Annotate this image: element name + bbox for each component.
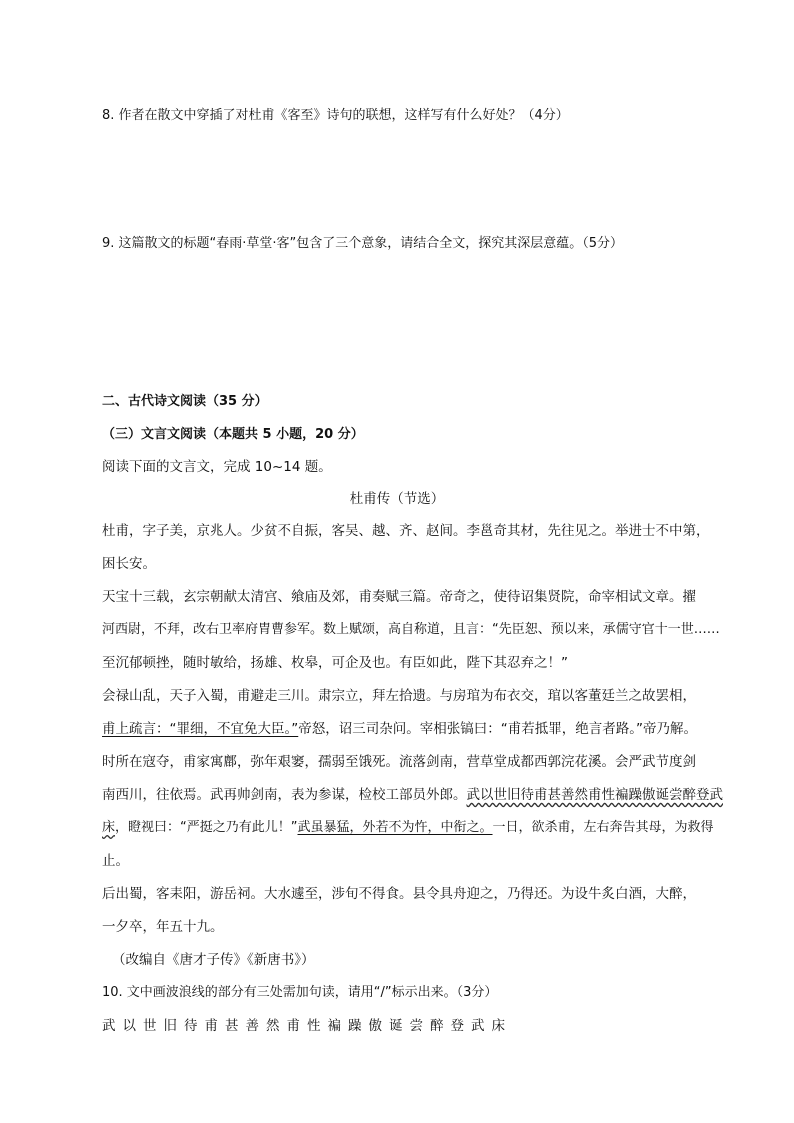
passage-p3-line2 — [102, 717, 697, 737]
passage-p4-line3 — [102, 816, 714, 835]
passage-p2-line2: 河西尉，不拜，改右卫率府胄曹参军。数上赋颂，高自称道，且言：“先臣恕、预以来，承儒守官十一世…… — [102, 622, 720, 637]
section-heading: 二、古代诗文阅读（35 分） — [102, 394, 268, 409]
passage-p3-line1: 会禄山乱，天子入蜀，甫避走三川。肃宗立，拜左拾遗。与房琯为布衣交，琯以客董廷兰之故罢相， — [102, 688, 696, 704]
text: 南西川，往依焉。武再帅剑南，表为参谋，检校工部员外郎。 — [102, 787, 467, 803]
passage-p1-line1 — [102, 519, 710, 539]
passage-source: （改编自《唐才子传》《新唐书》） — [112, 952, 315, 968]
underlined-sentence: 甫上疏言：“罪细，不宜免大臣。” — [102, 721, 299, 737]
section-subheading: （三）文言文阅读（本题共 5 小题，20 分） — [102, 427, 364, 442]
text: 帝怒，诏三司杂问。宰相张镐曰：“甫若抵罪，绝言者路。”帝乃解。 — [298, 721, 697, 737]
underlined-sentence: 武虽暴猛，外若不为忤，中衔之。 — [297, 820, 493, 835]
question-9: 9. 这篇散文的标题“春雨·草堂·客”包含了三个意象，请结合全文，探究其深层意蕴。（5分） — [102, 236, 624, 251]
passage-p1-line2: 困长安。 — [102, 556, 156, 572]
question-10-characters: 武以世旧待甫甚善然甫性褊躁傲诞尝醉登武床 — [102, 1018, 512, 1034]
passage-p4-line1: 时所在寇夺，甫家寓鄜，弥年艰窭，孺弱至饿死。流落剑南，营草堂成都西郭浣花溪。会严武节度剑 — [102, 754, 696, 770]
text: 一日，欲杀甫，左右奔告其母，为救得 — [492, 820, 714, 835]
passage-p5-line1: 后出蜀，客耒阳，游岳祠。大水遽至，涉旬不得食。县令具舟迎之，乃得还。为设牛炙白酒，大醉， — [102, 886, 696, 902]
passage-p4-line2 — [102, 783, 723, 803]
passage-p5-line2: 一夕卒，年五十九。 — [102, 919, 224, 935]
question-10: 10. 文中画波浪线的部分有三处需加句读，请用“/”标示出来。（3分） — [102, 985, 498, 1000]
wavy-underlined-text: 武以世旧待甫甚善然甫性褊躁傲诞尝醉登武 — [466, 787, 723, 803]
passage-title: 杜甫传（节选） — [349, 491, 445, 507]
text: 杜甫，字子美，京兆人。少贫不自振，客吴、越、齐、赵间。李邕奇其材，先往见之。举进士不中第， — [102, 523, 710, 539]
wavy-underlined-text: 床 — [102, 820, 116, 835]
question-8: 8. 作者在散文中穿插了对杜甫《客至》诗句的联想，这样写有什么好处？（4分） — [102, 108, 569, 123]
instruction: 阅读下面的文言文，完成 10~14 题。 — [102, 459, 332, 475]
passage-p2-line3: 至沉郁顿挫，随时敏给，扬雄、枚皋，可企及也。有臣如此，陛下其忍弃之！” — [102, 655, 568, 671]
text: ，瞪视曰：“严挺之乃有此儿！” — [115, 820, 298, 835]
passage-p4-line4: 止。 — [102, 853, 129, 869]
passage-p2-line1: 天宝十三载，玄宗朝献太清宫、飨庙及郊，甫奏赋三篇。帝奇之，使待诏集贤院，命宰相试文章。擢 — [102, 589, 696, 605]
